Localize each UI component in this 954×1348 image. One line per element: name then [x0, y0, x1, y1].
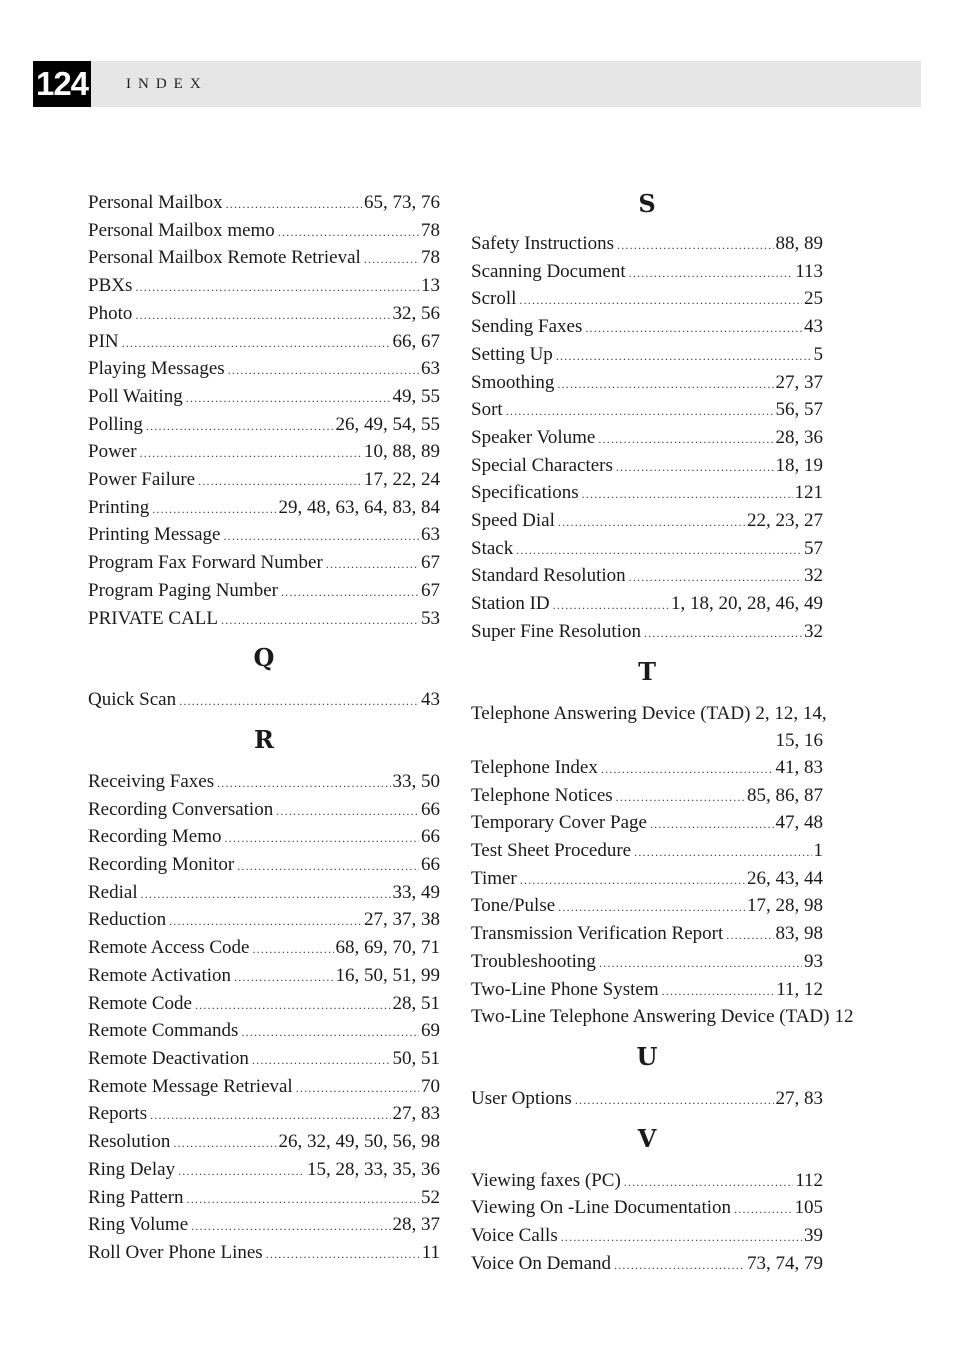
index-entry	[88, 1212, 440, 1240]
index-group-q	[88, 687, 440, 715]
index-entry-pages: 63	[421, 524, 440, 546]
index-entry-term: Two-Line Telephone Answering Device (TAD)	[471, 1006, 830, 1028]
index-entry-pages: 26, 43, 44	[747, 867, 823, 889]
index-entry-pages: 18, 19	[775, 454, 823, 476]
index-entry-pages: 15, 28, 33, 35, 36	[307, 1158, 440, 1180]
index-entry	[88, 467, 440, 495]
index-entry-pages: 67	[421, 579, 440, 601]
dot-leader	[198, 468, 362, 495]
index-entry	[471, 977, 823, 1005]
dot-leader	[122, 330, 391, 357]
index-entry	[471, 701, 827, 729]
index-entry-term: Ring Pattern	[88, 1186, 184, 1208]
index-entry-pages: 43	[421, 689, 440, 711]
index-entry	[88, 852, 440, 880]
index-entry	[88, 218, 440, 246]
dot-leader	[191, 1213, 390, 1240]
dot-leader	[150, 1102, 390, 1129]
index-entry-term: Playing Messages	[88, 358, 225, 380]
index-entry-pages: 28, 37	[392, 1214, 440, 1236]
index-entry-term: Program Fax Forward Number	[88, 552, 323, 574]
index-letter-t: T	[638, 656, 656, 686]
index-entry-term: Viewing faxes (PC)	[471, 1169, 621, 1191]
dot-leader	[629, 260, 794, 287]
dot-leader	[195, 992, 391, 1019]
index-entry-pages: 66	[421, 826, 440, 848]
index-entry-pages: 28, 36	[775, 426, 823, 448]
index-entry-term: Personal Mailbox memo	[88, 219, 275, 241]
index-entry-pages: 66	[421, 798, 440, 820]
dot-leader	[173, 1130, 276, 1157]
index-entry-pages: 113	[795, 260, 823, 282]
index-entry-term: Poll Waiting	[88, 385, 183, 407]
dot-leader	[561, 1224, 802, 1251]
index-entry	[88, 687, 440, 715]
index-entry-term: Power Failure	[88, 469, 196, 491]
index-entry	[88, 273, 440, 301]
index-entry-pages: 12	[834, 1006, 854, 1028]
index-entry-pages: 27, 83	[392, 1103, 440, 1125]
index-entry	[88, 1185, 440, 1213]
dot-leader	[614, 1252, 745, 1279]
index-entry-pages: 49, 55	[392, 385, 440, 407]
index-entry-pages: 67	[421, 552, 440, 574]
index-entry-pages: 88, 89	[775, 233, 823, 254]
index-entry-pages: 57	[804, 537, 823, 559]
dot-leader	[558, 894, 745, 921]
index-entry-term: Special Characters	[471, 454, 613, 476]
index-entry	[88, 1046, 440, 1074]
index-entry	[471, 1251, 823, 1279]
index-entry	[88, 356, 440, 384]
index-entry-term: Remote Deactivation	[88, 1047, 249, 1069]
dot-leader	[178, 1158, 305, 1185]
dot-leader	[225, 825, 419, 852]
index-entry-pages: 53	[421, 607, 440, 629]
index-entry-term: Personal Mailbox	[88, 192, 223, 213]
index-entry-term: Telephone Answering Device (TAD)	[471, 702, 751, 724]
index-entry	[471, 591, 823, 619]
index-entry-term: Redial	[88, 881, 138, 903]
index-column-left	[88, 190, 440, 1268]
index-entry	[88, 1240, 440, 1268]
index-entry-pages: 11	[421, 1241, 440, 1263]
index-entry-term: Scanning Document	[471, 260, 626, 282]
index-entry	[88, 495, 440, 523]
index-entry-term: PBXs	[88, 275, 133, 297]
index-entry	[471, 1168, 823, 1196]
index-group-t	[471, 755, 854, 1032]
index-entry-term: Station ID	[471, 593, 550, 615]
index-entry	[471, 425, 823, 453]
index-entry-term: Test Sheet Procedure	[471, 840, 632, 862]
index-entry-pages: 69	[421, 1020, 440, 1042]
index-entry	[88, 935, 440, 963]
index-entry-pages: 121	[794, 482, 823, 504]
index-entry-pages: 41, 83	[775, 756, 823, 778]
index-entry	[471, 810, 823, 838]
index-entry-term: Safety Instructions	[471, 233, 615, 254]
index-entry	[88, 991, 440, 1019]
index-entry	[471, 508, 823, 536]
dot-leader	[726, 922, 773, 949]
index-entry	[471, 619, 823, 647]
index-entry-pages: 27, 37, 38	[364, 909, 440, 931]
index-entry-pages: 105	[794, 1197, 823, 1219]
dot-leader	[135, 274, 419, 301]
dot-leader	[296, 1075, 419, 1102]
index-entry-pages: 50, 51	[392, 1047, 440, 1069]
index-entry-term: Remote Code	[88, 992, 192, 1014]
index-entry-pages: 5	[813, 343, 823, 365]
index-entry	[471, 1223, 823, 1251]
index-entry	[471, 755, 823, 783]
index-entry-pages: 47, 48	[775, 812, 823, 834]
index-entry-pages: 29, 48, 63, 64, 83, 84	[278, 496, 440, 518]
index-entry-pages: 26, 49, 54, 55	[335, 413, 440, 435]
index-entry-term: Speed Dial	[471, 510, 555, 532]
index-entry-term: Remote Activation	[88, 964, 232, 986]
index-entry	[471, 563, 823, 591]
index-entry-term: Voice Calls	[471, 1225, 558, 1247]
index-entry-term: Remote Commands	[88, 1020, 239, 1042]
index-entry-pages: 32	[804, 620, 823, 642]
index-entry	[88, 1129, 440, 1157]
index-entry-term: Remote Message Retrieval	[88, 1075, 293, 1097]
dot-leader	[601, 756, 774, 783]
index-entry-pages-continued: 15, 16	[775, 730, 823, 752]
dot-leader	[506, 398, 774, 425]
dot-leader	[734, 1196, 792, 1223]
dot-leader	[141, 881, 391, 908]
index-entry-term: Program Paging Number	[88, 579, 278, 601]
index-entry	[88, 1074, 440, 1102]
index-entry-pages: 33, 50	[392, 770, 440, 792]
dot-leader	[152, 496, 276, 523]
index-entry-term: Reports	[88, 1103, 148, 1125]
index-entry	[88, 550, 440, 578]
index-entry	[88, 578, 440, 606]
index-entry-term: Two-Line Phone System	[471, 978, 659, 1000]
index-entry-term: Telephone Notices	[471, 784, 613, 806]
index-entry-pages: 39	[804, 1225, 823, 1247]
index-entry-pages: 63	[421, 358, 440, 380]
index-entry-term: Remote Access Code	[88, 937, 250, 959]
index-group-p	[88, 190, 440, 633]
index-entry-pages: 68, 69, 70, 71	[335, 937, 440, 959]
index-entry	[88, 522, 440, 550]
index-entry-term: User Options	[471, 1087, 572, 1109]
index-group-s	[471, 231, 823, 647]
index-entry-pages: 83, 98	[775, 923, 823, 945]
index-entry	[471, 949, 823, 977]
index-entry-pages: 17, 22, 24	[364, 469, 440, 491]
dot-leader	[616, 454, 774, 481]
index-entry-term: Printing Message	[88, 524, 221, 546]
dot-leader	[217, 770, 390, 797]
dot-leader	[281, 579, 419, 606]
dot-leader	[135, 302, 390, 329]
dot-leader	[234, 964, 333, 991]
index-entry-term: Receiving Faxes	[88, 770, 215, 792]
index-entry	[471, 783, 823, 811]
dot-leader	[146, 413, 334, 440]
index-entry	[471, 921, 823, 949]
index-entry	[88, 1101, 440, 1129]
index-entry-term: Scroll	[471, 288, 517, 310]
index-entry	[88, 1018, 440, 1046]
dot-leader	[557, 371, 773, 398]
index-entry-term: Telephone Index	[471, 756, 598, 778]
index-entry-term: Tone/Pulse	[471, 895, 556, 917]
dot-leader	[364, 246, 419, 273]
index-entry	[471, 866, 823, 894]
index-entry-term: Sending Faxes	[471, 316, 583, 338]
index-group-r	[88, 769, 440, 1268]
index-entry-term: Power	[88, 441, 137, 463]
index-entry	[471, 342, 823, 370]
dot-leader	[266, 1241, 420, 1268]
dot-leader	[650, 811, 774, 838]
dot-leader	[575, 1087, 774, 1114]
dot-leader	[634, 839, 811, 866]
index-entry-pages: 1	[813, 840, 823, 862]
dot-leader	[516, 537, 802, 564]
index-entry-term: Setting Up	[471, 343, 553, 365]
index-entry-pages: 2, 12, 14,	[755, 702, 827, 724]
index-entry-term: Smoothing	[471, 371, 555, 393]
index-entry	[471, 231, 823, 259]
index-entry-term: Troubleshooting	[471, 950, 596, 972]
dot-leader	[624, 1169, 793, 1196]
index-entry	[88, 880, 440, 908]
index-entry	[471, 453, 823, 481]
index-entry	[471, 314, 823, 342]
index-entry	[471, 893, 823, 921]
dot-leader	[553, 592, 669, 619]
index-entry-pages: 25	[804, 288, 823, 310]
index-entry	[471, 397, 823, 425]
dot-leader	[169, 908, 362, 935]
index-entry	[88, 797, 440, 825]
dot-leader	[556, 343, 812, 370]
index-entry-term: Ring Delay	[88, 1158, 176, 1180]
index-entry	[88, 301, 440, 329]
index-entry	[88, 384, 440, 412]
index-entry-term: Super Fine Resolution	[471, 620, 641, 642]
index-letter-s: S	[638, 189, 656, 218]
index-entry-term: Quick Scan	[88, 689, 177, 711]
dot-leader	[140, 440, 362, 467]
section-title: INDEX	[126, 76, 208, 92]
index-entry	[88, 907, 440, 935]
index-entry-term: Speaker Volume	[471, 426, 596, 448]
index-entry	[88, 412, 440, 440]
index-entry-term: Roll Over Phone Lines	[88, 1241, 263, 1263]
index-letter-r: R	[254, 724, 274, 754]
index-entry-pages: 22, 23, 27	[747, 510, 823, 532]
index-entry-pages: 56, 57	[775, 399, 823, 421]
index-entry-term: Recording Monitor	[88, 854, 235, 876]
dot-leader	[582, 481, 793, 508]
index-entry	[88, 769, 440, 797]
index-letter-u: U	[636, 1041, 658, 1071]
index-entry	[471, 259, 823, 287]
index-entry-term: Voice On Demand	[471, 1252, 612, 1274]
index-entry-term: Printing	[88, 496, 150, 518]
index-entry-term: Reduction	[88, 909, 167, 931]
index-entry-pages: 78	[421, 219, 440, 241]
index-entry-pages: 28, 51	[392, 992, 440, 1014]
dot-leader	[558, 509, 745, 536]
index-entry-term: Photo	[88, 302, 133, 324]
index-entry-pages: 78	[421, 247, 440, 269]
dot-leader	[617, 232, 773, 259]
index-entry-pages: 65, 73, 76	[364, 192, 440, 213]
index-entry	[88, 439, 440, 467]
index-entry-pages: 66	[421, 854, 440, 876]
index-entry-pages: 52	[421, 1186, 440, 1208]
index-entry-term: Polling	[88, 413, 143, 435]
index-entry	[471, 1086, 823, 1114]
index-entry-pages: 26, 32, 49, 50, 56, 98	[278, 1131, 440, 1153]
page-number: 124	[33, 61, 91, 107]
dot-leader	[226, 191, 362, 218]
index-entry	[88, 606, 440, 634]
index-entry-term: Stack	[471, 537, 514, 559]
index-entry-pages: 43	[804, 316, 823, 338]
dot-leader	[644, 620, 802, 647]
dot-leader	[276, 798, 419, 825]
index-entry	[88, 329, 440, 357]
index-entry-pages: 11, 12	[776, 978, 823, 1000]
index-entry-term: Recording Conversation	[88, 798, 274, 820]
index-entry	[471, 480, 823, 508]
index-entry-term: Sort	[471, 399, 503, 421]
index-entry-term: PIN	[88, 330, 119, 352]
index-entry	[471, 286, 823, 314]
dot-leader	[278, 219, 419, 246]
dot-leader	[186, 385, 391, 412]
index-entry-term: Standard Resolution	[471, 565, 626, 587]
index-entry	[471, 536, 823, 564]
index-entry-pages: 10, 88, 89	[364, 441, 440, 463]
index-entry	[88, 190, 440, 218]
index-entry-pages: 32, 56	[392, 302, 440, 324]
index-entry-pages: 66, 67	[392, 330, 440, 352]
dot-leader	[519, 287, 802, 314]
index-group-u	[471, 1086, 823, 1114]
index-entry-pages: 70	[421, 1075, 440, 1097]
index-entry-term: Timer	[471, 867, 517, 889]
dot-leader	[585, 315, 802, 342]
index-column-right	[471, 189, 854, 1279]
dot-leader	[629, 564, 802, 591]
index-entry-term: Specifications	[471, 482, 579, 504]
index-entry-term: Recording Memo	[88, 826, 222, 848]
dot-leader	[221, 607, 419, 634]
index-entry-term: Viewing On -Line Documentation	[471, 1197, 732, 1219]
index-entry-pages: 73, 74, 79	[747, 1252, 823, 1274]
dot-leader	[252, 936, 333, 963]
index-entry-pages: 13	[421, 275, 440, 297]
index-letter-q: Q	[253, 643, 275, 673]
index-entry-pages: 93	[804, 950, 823, 972]
index-entry	[471, 1195, 823, 1223]
index-entry-term: PRIVATE CALL	[88, 607, 219, 629]
index-letter-v: V	[637, 1123, 657, 1153]
index-entry-pages: 17, 28, 98	[747, 895, 823, 917]
index-entry	[471, 838, 823, 866]
dot-leader	[662, 978, 775, 1005]
index-entry-pages: 1, 18, 20, 28, 46, 49	[671, 593, 823, 615]
index-entry-term: Resolution	[88, 1131, 171, 1153]
dot-leader	[252, 1047, 391, 1074]
index-entry	[88, 963, 440, 991]
index-entry	[471, 1004, 854, 1032]
index-entry	[88, 824, 440, 852]
index-group-v	[471, 1168, 823, 1279]
dot-leader	[616, 784, 745, 811]
index-entry	[88, 1157, 440, 1185]
dot-leader	[598, 426, 773, 453]
dot-leader	[237, 853, 419, 880]
dot-leader	[187, 1186, 419, 1213]
dot-leader	[228, 357, 419, 384]
dot-leader	[179, 688, 419, 715]
dot-leader	[241, 1019, 419, 1046]
index-entry-term: Temporary Cover Page	[471, 812, 647, 834]
dot-leader	[520, 867, 745, 894]
index-entry-pages: 112	[795, 1169, 823, 1191]
index-entry-term: Personal Mailbox Remote Retrieval	[88, 247, 361, 269]
index-entry-pages: 33, 49	[392, 881, 440, 903]
dot-leader	[326, 551, 419, 578]
index-entry-term: Transmission Verification Report	[471, 923, 724, 945]
dot-leader	[599, 950, 802, 977]
index-entry-pages: 27, 83	[775, 1087, 823, 1109]
index-entry-pages: 27, 37	[775, 371, 823, 393]
index-entry	[88, 245, 440, 273]
dot-leader	[223, 523, 419, 550]
index-entry-pages: 32	[804, 565, 823, 587]
index-entry	[471, 370, 823, 398]
index-entry-pages: 85, 86, 87	[747, 784, 823, 806]
index-entry-term: Ring Volume	[88, 1214, 189, 1236]
index-entry-pages: 16, 50, 51, 99	[335, 964, 440, 986]
